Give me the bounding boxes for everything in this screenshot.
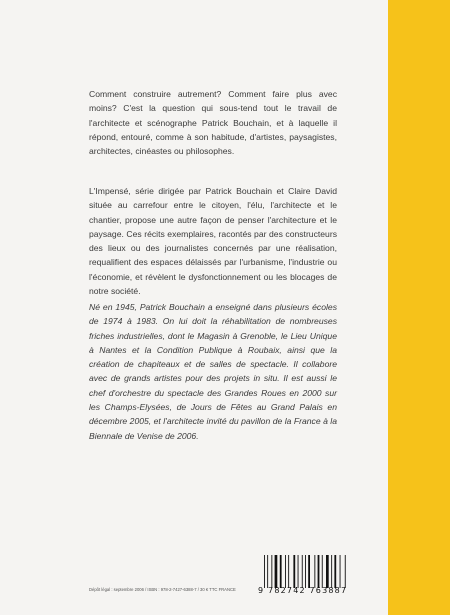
series-paragraph: L'Impensé, série dirigée par Patrick Bouchain et Claire David située au carrefour entre le citoyen, l'élu, l'architecte et le chantier, propose une autre façon de penser l'architecture et le paysage. Ces récits exemplaires, racontés par des constructeurs des lieux ou des journalistes concernés par une réalisation, requalifient des espaces délaissés par l'urbanisme, l'industrie ou l'économie, et révèlent le dysfonctionnement ou les blocages de notre société. — [89, 186, 337, 297]
author-bio-paragraph: Né en 1945, Patrick Bouchain a enseigné dans plusieurs écoles de 1974 à 1983. On lui doit la réhabilitation de nombreuses friches industrielles, dont le Magasin à Grenoble, le Lieu Unique à Nantes et la Condition Publique à Roubaix, ainsi que la création de chapiteaux et de salles de spectacle. Il collabore avec de grands artistes pour des projets in situ. Il est aussi le chef d'orchestre du spectacle des Grandes Roues en 2000 sur les Champs-Elysées, de Jours de Fêtes au Grand Palais en décembre 2005, et l'architecte invité du pavillon de la France à la Biennale de Venise de 2006. — [89, 302, 337, 441]
intro-paragraph: Comment construire autrement? Comment faire plus avec moins? C'est la question qui sous-tend tout le travail de l'architecte et scénographe Patrick Bouchain, et à laquelle il répond, entouré, comme à son habitude, d'artistes, paysagistes, architectes, cinéastes ou philosophes. — [89, 89, 337, 157]
legal-deposit-line: Dépôt légal : septembre 2006 / ISBN : 978-2-7427-6388-7 / 30 € TTC FRANCE — [89, 587, 236, 592]
yellow-side-band — [388, 0, 450, 615]
barcode-bars — [264, 555, 348, 588]
isbn-barcode — [258, 555, 350, 595]
barcode-number: 9 782742 763887 — [258, 586, 348, 595]
